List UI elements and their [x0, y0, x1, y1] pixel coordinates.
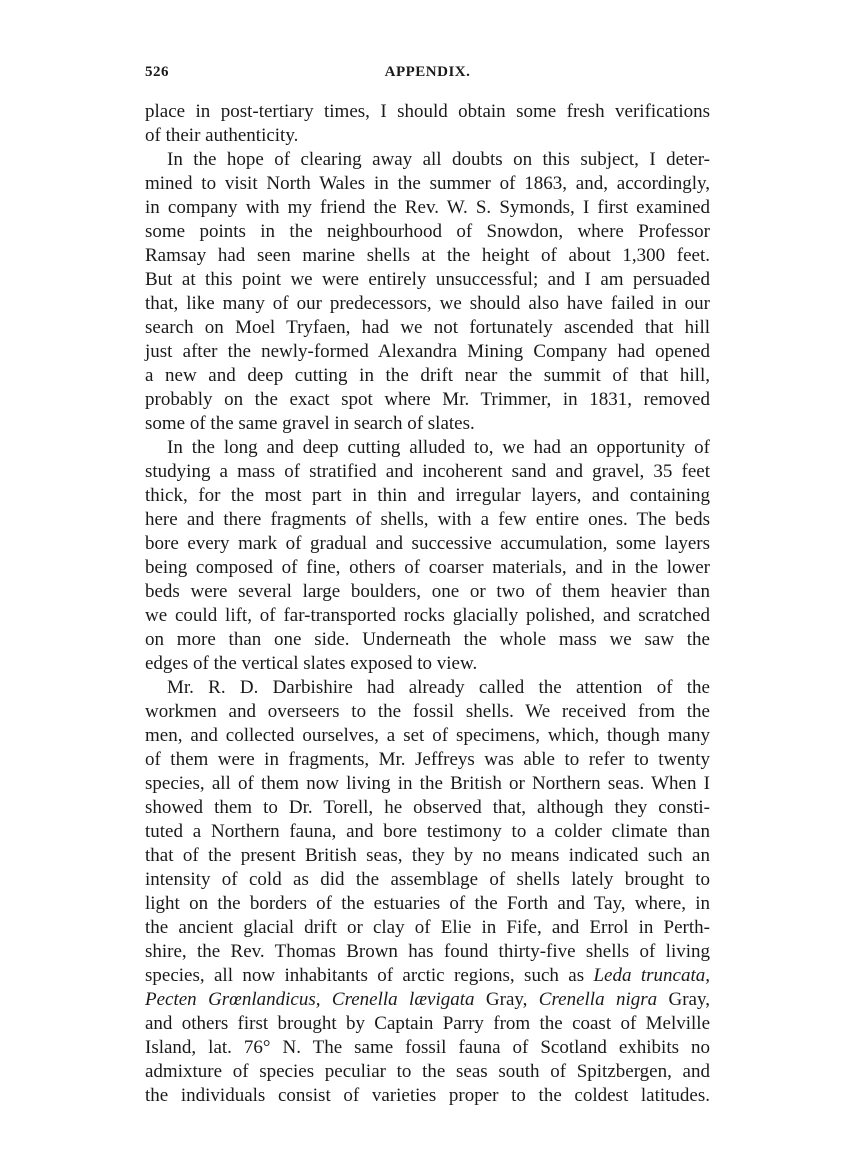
text-line-species	[145, 964, 710, 988]
text-line: In the hope of clearing away all doubts on this subject, I deter-	[167, 149, 710, 170]
species-name-leda: Leda truncata,	[593, 965, 710, 986]
text-line: But at this point we were entirely unsuccessful; and I am persuaded	[145, 269, 710, 290]
text-line: probably on the exact spot where Mr. Trimmer, in 1831, removed	[145, 389, 710, 410]
text-line: intensity of cold as did the assemblage of shells lately brought to	[145, 869, 710, 890]
text-line: the ancient glacial drift or clay of Elie in Fife, and Errol in Perth-	[145, 917, 710, 938]
text-line: men, and collected ourselves, a set of specimens, which, though many	[145, 725, 710, 746]
text-line: In the long and deep cutting alluded to, we had an opportunity of	[167, 437, 710, 458]
text-line: shire, the Rev. Thomas Brown has found thirty-five shells of living	[145, 941, 710, 962]
text-line: some of the same gravel in search of slates.	[145, 413, 475, 434]
text-line: edges of the vertical slates exposed to view.	[145, 653, 478, 674]
text-line: we could lift, of far-transported rocks glacially polished, and scratched	[145, 605, 710, 626]
text-line: that of the present British seas, they by no means indicated such an	[145, 845, 710, 866]
text-line: light on the borders of the estuaries of the Forth and Tay, where, in	[145, 893, 710, 914]
text-segment: species, all now inhabitants of arctic regions, such as	[145, 965, 594, 986]
text-line: tuted a Northern fauna, and bore testimony to a colder climate than	[145, 821, 710, 842]
text-line: place in post-tertiary times, I should obtain some fresh verifications	[145, 101, 710, 122]
text-segment: Gray,	[657, 989, 711, 1010]
header-title: APPENDIX.	[384, 64, 471, 80]
text-line: on more than one side. Underneath the whole mass we saw the	[145, 629, 710, 650]
species-name-pecten: Pecten Grœnlandicus,	[145, 989, 321, 1010]
page-number: 526	[145, 64, 169, 80]
species-name-crenella-laevigata: Crenella lævigata	[331, 989, 475, 1010]
text-segment: Gray,	[474, 989, 539, 1010]
text-line: some points in the neighbourhood of Snowdon, where Professor	[145, 221, 710, 242]
text-line: showed them to Dr. Torell, he observed that, although they consti-	[145, 797, 710, 818]
text-line: Ramsay had seen marine shells at the height of about 1,300 feet.	[145, 245, 710, 266]
text-line: that, like many of our predecessors, we should also have failed in our	[145, 293, 710, 314]
text-line-taxa	[145, 988, 710, 1012]
text-line: the individuals consist of varieties proper to the coldest latitudes.	[145, 1085, 710, 1106]
text-line: being composed of fine, others of coarser materials, and in the lower	[145, 557, 710, 578]
text-line: just after the newly-formed Alexandra Mining Company had opened	[145, 341, 710, 362]
text-line: workmen and overseers to the fossil shells. We received from the	[145, 701, 710, 722]
text-line: bore every mark of gradual and successive accumulation, some layers	[145, 533, 710, 554]
text-line: of their authenticity.	[145, 125, 299, 146]
text-line: mined to visit North Wales in the summer of 1863, and, accordingly,	[145, 173, 710, 194]
text-line: studying a mass of stratified and incoherent sand and gravel, 35 feet	[145, 461, 710, 482]
body-text	[145, 100, 710, 1108]
text-line: species, all of them now living in the British or Northern seas. When I	[145, 773, 710, 794]
text-line: here and there fragments of shells, with a few entire ones. The beds	[145, 509, 710, 530]
text-line: thick, for the most part in thin and irregular layers, and containing	[145, 485, 710, 506]
species-name-crenella-nigra: Crenella nigra	[538, 989, 658, 1010]
text-line: a new and deep cutting in the drift near the summit of that hill,	[145, 365, 710, 386]
text-line: and others first brought by Captain Parry from the coast of Melville	[145, 1013, 710, 1034]
text-line: admixture of species peculiar to the seas south of Spitzbergen, and	[145, 1061, 710, 1082]
text-line: Island, lat. 76° N. The same fossil fauna of Scotland exhibits no	[145, 1037, 710, 1058]
text-line: in company with my friend the Rev. W. S. Symonds, I first examined	[145, 197, 710, 218]
text-line: Mr. R. D. Darbishire had already called the attention of the	[167, 677, 710, 698]
text-line: search on Moel Tryfaen, had we not fortunately ascended that hill	[145, 317, 710, 338]
text-line: of them were in fragments, Mr. Jeffreys was able to refer to twenty	[145, 749, 710, 770]
running-head	[145, 64, 710, 86]
text-line: beds were several large boulders, one or two of them heavier than	[145, 581, 710, 602]
